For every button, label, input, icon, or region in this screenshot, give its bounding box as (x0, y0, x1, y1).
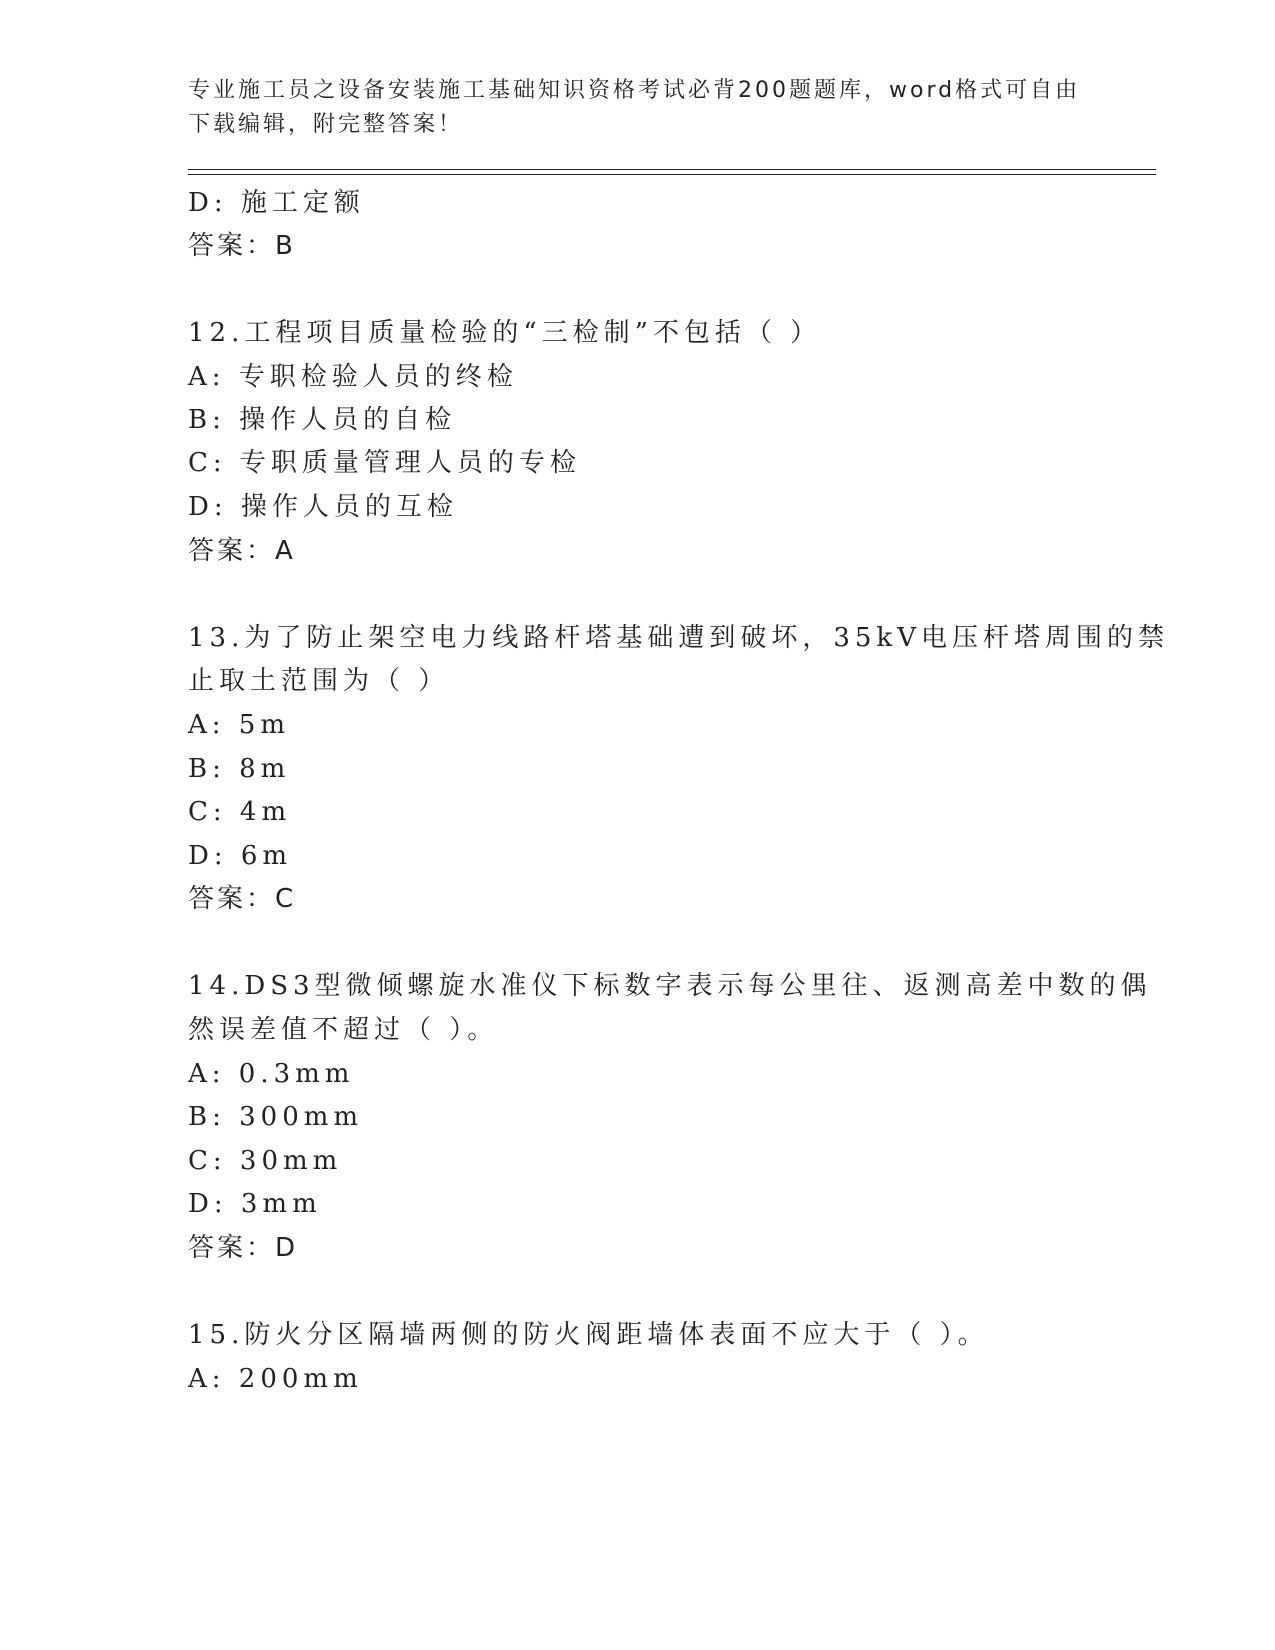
q15-stem: 15.防火分区隔墙两侧的防火阀距墙体表面不应大于（ ）。 (188, 1320, 989, 1350)
q14-option-a: A: 0.3mm (188, 1059, 355, 1089)
q12-option-a: A: 专职检验人员的终检 (188, 362, 518, 392)
header-rule-top (188, 169, 1156, 170)
q14-option-c: C: 30mm (188, 1146, 343, 1176)
q12-option-b: B: 操作人员的自检 (188, 405, 457, 435)
q14-option-b: B: 300mm (188, 1102, 364, 1132)
q13-option-b: B: 8m (188, 754, 291, 784)
q14-option-d: D: 3mm (188, 1189, 322, 1219)
q13-option-c: C: 4m (188, 797, 292, 827)
q12-option-d: D: 操作人员的互检 (188, 492, 458, 522)
q13-option-a: A: 5m (188, 710, 290, 740)
q12-option-c: C: 专职质量管理人员的专检 (188, 448, 581, 478)
q12-stem: 12.工程项目质量检验的“三检制”不包括（ ） (188, 318, 822, 348)
q13-stem-line1: 13.为了防止架空电力线路杆塔基础遭到破坏，35kV电压杆塔周围的禁 (188, 623, 1169, 653)
q14-answer: 答案：D (188, 1233, 299, 1263)
q14-stem-line1: 14.DS3型微倾螺旋水准仪下标数字表示每公里往、返测高差中数的偶 (188, 971, 1152, 1001)
q14-stem-line2: 然误差值不超过（ ）。 (188, 1015, 499, 1045)
q13-answer: 答案：C (188, 884, 297, 914)
header-rule-bottom (188, 174, 1156, 175)
q11-answer: 答案：B (188, 231, 296, 261)
q11-option-d: D: 施工定额 (188, 188, 365, 218)
q13-stem-line2: 止取土范围为（ ） (188, 666, 450, 696)
q15-option-a: A: 200mm (188, 1364, 363, 1394)
q13-option-d: D: 6m (188, 841, 293, 871)
q12-answer: 答案：A (188, 536, 296, 566)
document-header: 专业施工员之设备安装施工基础知识资格考试必背200题题库，word格式可自由下载编辑，附完整答案！ (188, 78, 1081, 137)
